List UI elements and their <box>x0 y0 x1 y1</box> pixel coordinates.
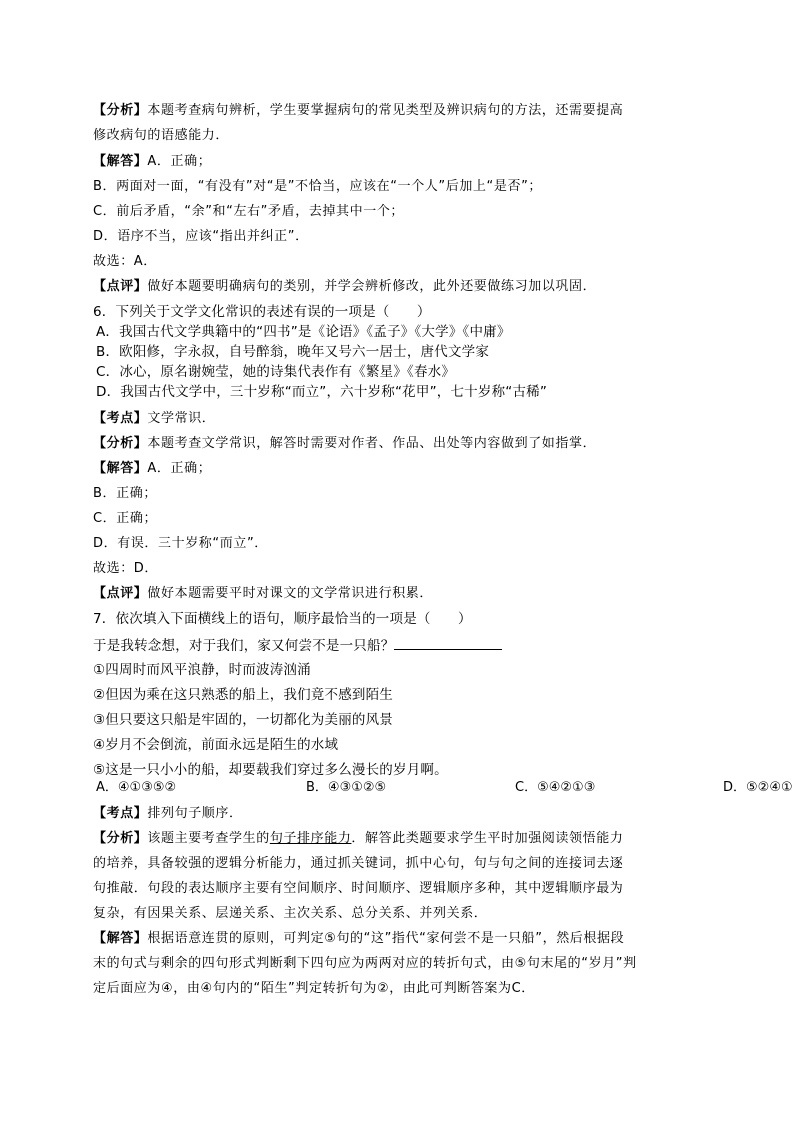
text-line: D．有误．三十岁称“而立”． <box>93 536 268 551</box>
tag-answer: 【解答】 <box>93 154 148 169</box>
question-7-item: ①四周时而风平浪静，时而波涛汹涌 <box>93 662 311 678</box>
text-line: 修改病句的语感能力． <box>93 128 230 143</box>
analysis-line: 【分析】该题主要考查学生的句子排序能力．解答此类题要求学生平时加强阅读领悟能力 <box>93 831 624 846</box>
tag-comment: 【点评】 <box>93 279 148 294</box>
question-6-option-d: D．我国古代文学中，三十岁称“而立”，六十岁称“花甲”，七十岁称“古稀” <box>96 384 548 400</box>
question-7-option-a: A．④①③⑤② <box>96 780 177 795</box>
question-6-option-a: A．我国古代文学典籍中的“四书”是《论语》《孟子》《大学》《中庸》 <box>96 324 511 340</box>
tag-analysis: 【分析】 <box>93 103 148 118</box>
text-line: C．前后矛盾，“余”和“左右”矛盾，去掉其中一个； <box>93 204 405 219</box>
tag-answer: 【解答】 <box>93 931 148 946</box>
question-7-item: ⑤这是一只小小的船，却要载我们穿过多么漫长的岁月啊。 <box>93 762 448 778</box>
question-7-sentence: 于是我转念想，对于我们，家又何尝不是一只船？ <box>93 636 502 655</box>
question-7-option-c: C．⑤④②①③ <box>515 780 596 795</box>
analysis-line: 【分析】本题考查病句辨析，学生要掌握病句的常见类型及辨识病句的方法，还需要提高 <box>93 103 624 118</box>
text-line: 末的句式与剩余的四句形式判断剩下四句应为两两对应的转折句式，由⑤句末尾的“岁月”判 <box>93 956 637 971</box>
tag-key-point: 【考点】 <box>93 806 148 821</box>
text-line: B．正确； <box>93 486 157 501</box>
tag-key-point: 【考点】 <box>93 411 148 426</box>
comment-line: 【点评】做好本题需要平时对课文的文学常识进行积累． <box>93 586 434 601</box>
question-7-option-b: B．④③①②⑤ <box>306 780 387 795</box>
question-7-item: ③但只要这只船是牢固的，一切都化为美丽的风景 <box>93 712 394 728</box>
tag-analysis: 【分析】 <box>93 831 148 846</box>
text-line: B．两面对一面，“有没有”对“是”不恰当，应该在“一个人”后加上“是否”； <box>93 179 542 194</box>
question-7-option-d: D．⑤②④① <box>723 780 793 795</box>
question-7-item: ②但因为乘在这只熟悉的船上，我们竟不感到陌生 <box>93 687 394 703</box>
text-line: 的培养，具备较强的逻辑分析能力，通过抓关键词，抓中心句，句与句之间的连接词去逐 <box>93 856 624 871</box>
question-6-stem: 6．下列关于文学文化常识的表述有误的一项是（ ） <box>93 304 431 320</box>
key-point-line: 【考点】排列句子顺序． <box>93 806 243 821</box>
key-point-line: 【考点】文学常识． <box>93 411 216 426</box>
text-line: 句推敲．句段的表达顺序主要有空间顺序、时间顺序、逻辑顺序多种，其中逻辑顺序最为 <box>93 881 624 896</box>
tag-answer: 【解答】 <box>93 461 148 476</box>
answer-line: 【解答】A．正确； <box>93 461 212 476</box>
question-7-item: ④岁月不会倒流，前面永远是陌生的水域 <box>93 737 339 753</box>
question-7-stem: 7．依次填入下面横线上的语句，顺序最恰当的一项是（ ） <box>93 611 472 627</box>
answer-line: 【解答】根据语意连贯的原则，可判定⑤句的“这”指代“家何尝不是一只船”，然后根据段 <box>93 931 625 946</box>
comment-line: 【点评】做好本题要明确病句的类别，并学会辨析修改，此外还要做练习加以巩固． <box>93 279 597 294</box>
text-line: 复杂，有因果关系、层递关系、主次关系、总分关系、并列关系． <box>93 906 488 921</box>
question-6-option-b: B．欧阳修，字永叔，自号醉翁，晚年又号六一居士，唐代文学家 <box>96 344 490 360</box>
answer-line: 【解答】A．正确； <box>93 154 212 169</box>
text-line: 定后面应为④，由④句内的“陌生”判定转折句为②，由此可判断答案为C． <box>93 981 535 996</box>
question-6-option-c: C．冰心，原名谢婉莹，她的诗集代表作有《繁星》《春水》 <box>96 364 456 380</box>
analysis-line: 【分析】本题考查文学常识，解答时需要对作者、作品、出处等内容做到了如指掌． <box>93 436 597 451</box>
choose-line: 故选：A． <box>93 254 157 269</box>
choose-line: 故选：D． <box>93 561 159 576</box>
tag-analysis: 【分析】 <box>93 436 148 451</box>
text-line: C．正确； <box>93 511 158 526</box>
fill-blank <box>394 636 502 650</box>
text-line: D．语序不当，应该“指出并纠正”． <box>93 229 309 244</box>
key-term-link[interactable]: 句子排序能力 <box>269 831 352 846</box>
tag-comment: 【点评】 <box>93 586 148 601</box>
